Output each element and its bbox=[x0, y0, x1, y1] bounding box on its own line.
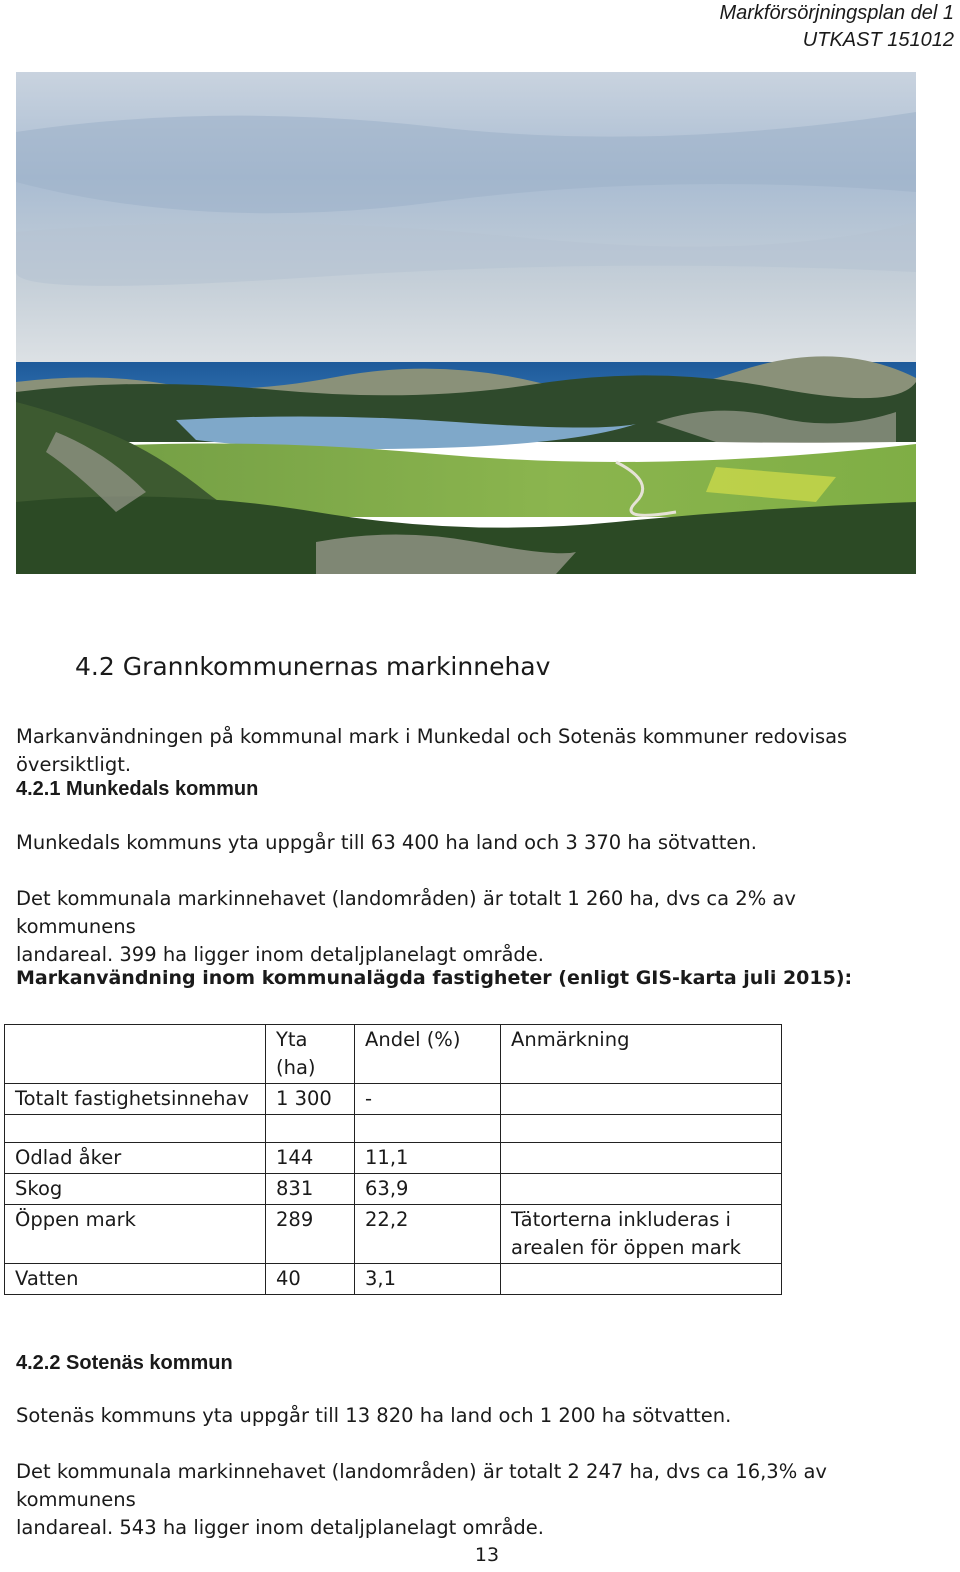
table-header-cell: Andel (%) bbox=[355, 1025, 501, 1084]
munkedal-heading: 4.2.1 Munkedals kommun bbox=[16, 778, 259, 800]
sotenas-holdings-paragraph bbox=[16, 1458, 916, 1542]
table-cell: 40 bbox=[266, 1264, 355, 1295]
table-caption: Markanvändning inom kommunalägda fastigheter (enligt GIS-karta juli 2015): bbox=[16, 967, 853, 989]
header-document-title: Markförsörjningsplan del 1 bbox=[719, 2, 954, 24]
table-cell: 289 bbox=[266, 1205, 355, 1264]
land-use-table bbox=[4, 1024, 782, 1295]
table-header-cell bbox=[5, 1025, 266, 1084]
table-cell: Öppen mark bbox=[5, 1205, 266, 1264]
table-cell: Odlad åker bbox=[5, 1143, 266, 1174]
table-cell: 63,9 bbox=[355, 1174, 501, 1205]
table-cell: Totalt fastighetsinnehav bbox=[5, 1084, 266, 1115]
page-header bbox=[719, 0, 954, 54]
landscape-photo bbox=[16, 72, 916, 574]
table-cell: 1 300 bbox=[266, 1084, 355, 1115]
table-header-row bbox=[5, 1025, 782, 1084]
table-cell bbox=[501, 1143, 782, 1174]
table-row bbox=[5, 1084, 782, 1115]
table-cell bbox=[501, 1264, 782, 1295]
table-row bbox=[5, 1174, 782, 1205]
table-cell bbox=[501, 1115, 782, 1143]
sotenas-area-paragraph: Sotenäs kommuns yta uppgår till 13 820 ha land och 1 200 ha sötvatten. bbox=[16, 1404, 732, 1427]
table-cell: 144 bbox=[266, 1143, 355, 1174]
section-intro: Markanvändningen på kommunal mark i Munkedal och Sotenäs kommuner redovisas översiktligt. bbox=[16, 725, 848, 776]
munkedal-holdings-paragraph bbox=[16, 885, 916, 969]
table-row bbox=[5, 1143, 782, 1174]
sotenas-holdings-line-2: landareal. 543 ha ligger inom detaljplanelagt område. bbox=[16, 1516, 544, 1539]
table-cell bbox=[501, 1174, 782, 1205]
table-row bbox=[5, 1264, 782, 1295]
table-cell bbox=[501, 1084, 782, 1115]
table-cell: Vatten bbox=[5, 1264, 266, 1295]
table-cell: 3,1 bbox=[355, 1264, 501, 1295]
landscape-illustration bbox=[16, 72, 916, 574]
table-cell: Skog bbox=[5, 1174, 266, 1205]
table-cell: - bbox=[355, 1084, 501, 1115]
munkedal-holdings-line-2: landareal. 399 ha ligger inom detaljplanelagt område. bbox=[16, 943, 544, 966]
table-row bbox=[5, 1115, 782, 1143]
section-heading: 4.2 Grannkommunernas markinnehav bbox=[75, 652, 551, 681]
table-header-cell: Yta (ha) bbox=[266, 1025, 355, 1084]
sotenas-heading: 4.2.2 Sotenäs kommun bbox=[16, 1352, 233, 1374]
sotenas-holdings-line-1: Det kommunala markinnehavet (landområden) är totalt 2 247 ha, dvs ca 16,3% av kommunens bbox=[16, 1460, 827, 1511]
table-row bbox=[5, 1205, 782, 1264]
table-cell: 22,2 bbox=[355, 1205, 501, 1264]
munkedal-area-paragraph: Munkedals kommuns yta uppgår till 63 400 ha land och 3 370 ha sötvatten. bbox=[16, 831, 757, 854]
page-number: 13 bbox=[474, 1544, 500, 1566]
table-cell: 11,1 bbox=[355, 1143, 501, 1174]
header-draft-label: UTKAST 151012 bbox=[802, 29, 954, 51]
table-cell bbox=[266, 1115, 355, 1143]
table-cell: 831 bbox=[266, 1174, 355, 1205]
table-cell bbox=[5, 1115, 266, 1143]
munkedal-holdings-line-1: Det kommunala markinnehavet (landområden) är totalt 1 260 ha, dvs ca 2% av kommunens bbox=[16, 887, 796, 938]
table-cell bbox=[355, 1115, 501, 1143]
table-header-cell: Anmärkning bbox=[501, 1025, 782, 1084]
table-cell: Tätorterna inkluderas i arealen för öppen mark bbox=[501, 1205, 782, 1264]
